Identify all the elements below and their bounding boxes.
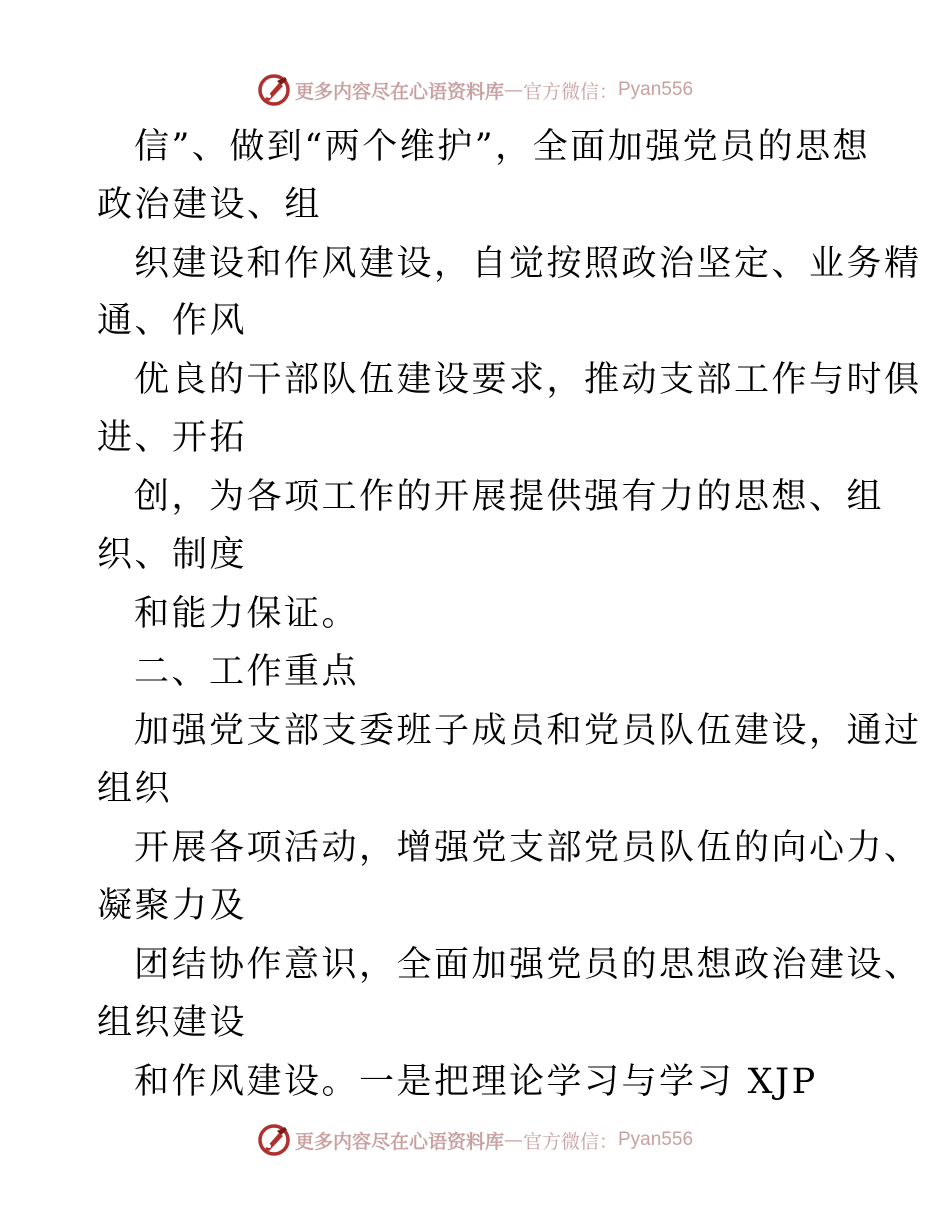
banner-dash: — [503, 1129, 523, 1151]
text-line: 组织 [97, 769, 173, 809]
banner-wechat-id: Pyan556 [618, 79, 694, 100]
text-line: 和能力保证。 [134, 594, 360, 634]
banner-subtitle: 官方微信： [522, 1130, 618, 1153]
text-line: 创，为各项工作的开展提供强有力的思想、组 [134, 477, 885, 517]
text-line: 政治建设、组 [97, 185, 323, 225]
banner-dash: — [503, 79, 523, 101]
banner-title: 更多内容尽在心语资料库 [294, 1130, 504, 1153]
text-line: 进、开拓 [97, 418, 248, 458]
text-line: 团结协作意识，全面加强党员的思想政治建设、 [134, 945, 922, 985]
text-line: 织、制度 [97, 535, 248, 575]
text-line: 组织建设 [97, 1003, 248, 1043]
section-heading: 二、工作重点 [134, 652, 360, 692]
text-line: 优良的干部队伍建设要求，推动支部工作与时俱 [134, 360, 922, 400]
text-line: 和作风建设。一是把理论学习与学习 XJP [134, 1062, 818, 1102]
text-line: 通、作风 [97, 301, 248, 341]
text-line: 凝聚力及 [97, 886, 248, 926]
banner-title: 更多内容尽在心语资料库 [294, 80, 504, 103]
text-line: 加强党支部支委班子成员和党员队伍建设，通过 [134, 711, 922, 751]
pen-logo-icon [257, 1123, 291, 1157]
pen-logo-icon [257, 73, 291, 107]
text-line: 织建设和作风建设，自觉按照政治坚定、业务精 [134, 244, 922, 284]
text-line: 信”、做到“两个维护”，全面加强党员的思想 [134, 127, 871, 167]
header-watermark-banner [0, 70, 950, 110]
banner-subtitle: 官方微信： [522, 80, 618, 103]
text-line: 开展各项活动，增强党支部党员队伍的向心力、 [134, 828, 922, 868]
banner-wechat-id: Pyan556 [618, 1129, 694, 1150]
footer-watermark-banner [0, 1120, 950, 1160]
